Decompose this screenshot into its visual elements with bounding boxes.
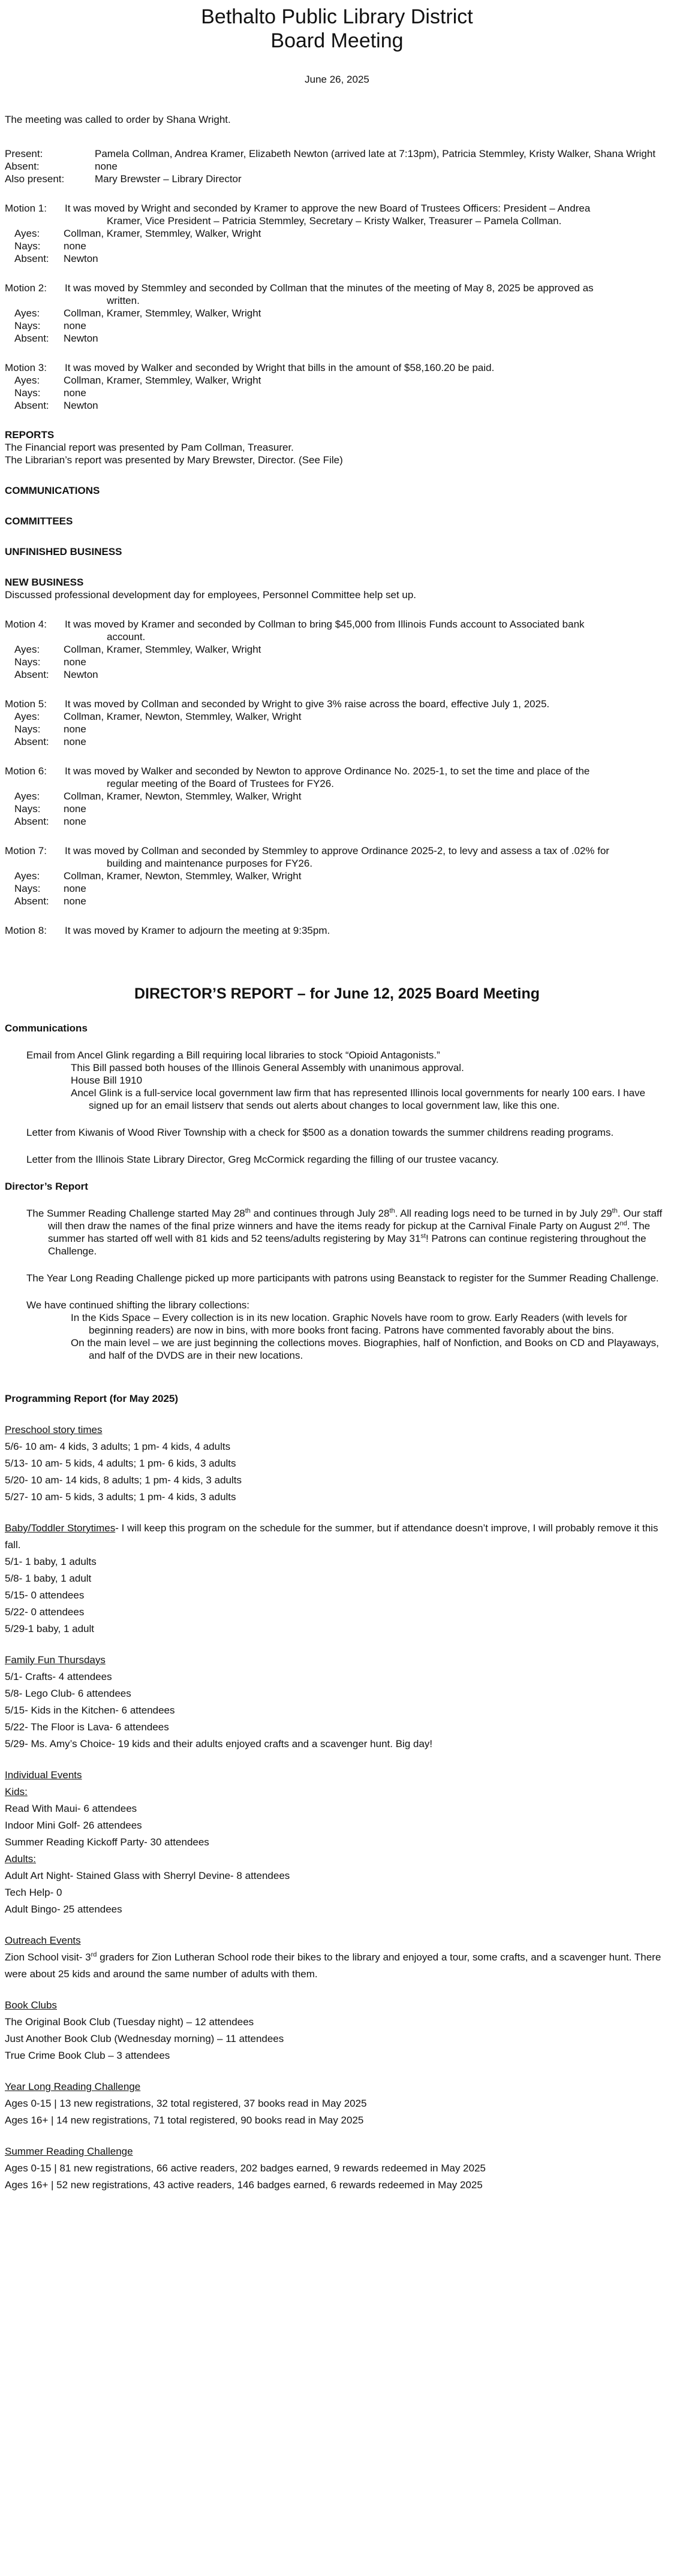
vote-label: Absent: bbox=[14, 400, 49, 411]
also-present-row bbox=[5, 173, 669, 185]
vote-label: Ayes: bbox=[14, 711, 40, 722]
vote-label: Absent: bbox=[14, 333, 49, 344]
year-long-list bbox=[5, 2095, 669, 2129]
motion-head bbox=[5, 765, 669, 790]
vote-absent bbox=[5, 399, 669, 412]
vote-value: none bbox=[64, 803, 86, 815]
document-title: Bethalto Public Library District bbox=[201, 5, 473, 28]
src-sup-e: st bbox=[420, 1232, 426, 1240]
vote-value: Collman, Kramer, Stemmley, Walker, Wright bbox=[64, 644, 261, 655]
src-sup-d: nd bbox=[619, 1220, 627, 1227]
absent-label: Absent: bbox=[5, 161, 40, 172]
vote-absent bbox=[5, 815, 669, 828]
unfinished-business-heading: UNFINISHED BUSINESS bbox=[5, 546, 122, 557]
present-value: Pamela Collman, Andrea Kramer, Elizabeth Newton (arrived late at 7:13pm), Patricia Stemmley, Kristy Walker, Shana Wright bbox=[95, 148, 656, 159]
motion-text: It was moved by Stemmley and seconded by Collman that the minutes of the meeting of May 8, 2025 be approved as bbox=[65, 282, 594, 294]
motion-text-continued: building and maintenance purposes for FY26. bbox=[107, 858, 313, 869]
vote-value: none bbox=[64, 240, 86, 252]
communications-heading: COMMUNICATIONS bbox=[5, 485, 100, 496]
outreach-text-b: graders for Zion Lutheran School rode their bikes to the library and enjoyed a tour, some crafts, and a scavenger hunt. There were about 25 kids and around the same number of adults with them. bbox=[5, 1951, 661, 1980]
vote-label: Nays: bbox=[14, 320, 41, 331]
adult-event-item: Adult Art Night- Stained Glass with Sherryl Devine- 8 attendees bbox=[5, 1870, 290, 1881]
vote-value: Collman, Kramer, Stemmley, Walker, Wright bbox=[64, 307, 261, 319]
vote-ayes bbox=[5, 227, 669, 240]
family-fun-item: 5/29- Ms. Amy’s Choice- 19 kids and their adults enjoyed crafts and a scavenger hunt. Big day! bbox=[5, 1738, 433, 1749]
adult-events-list bbox=[5, 1868, 669, 1918]
motion-8 bbox=[5, 924, 669, 937]
summer-reading-item: Ages 16+ | 52 new registrations, 43 active readers, 146 badges earned, 6 rewards redeemed in May 2025 bbox=[5, 2179, 483, 2191]
motion-text-wrap bbox=[65, 765, 669, 790]
src-text-e: . The summer has started off well with 81 kids and 52 teens/adults registering by May 31 bbox=[48, 1220, 651, 1244]
vote-label: Ayes: bbox=[14, 870, 40, 882]
motion bbox=[5, 844, 669, 907]
motion-8-number: Motion 8: bbox=[5, 925, 47, 936]
meeting-date: June 26, 2025 bbox=[305, 74, 369, 85]
preschool-heading: Preschool story times bbox=[5, 1424, 103, 1435]
motion-text: It was moved by Walker and seconded by Wright that bills in the amount of $58,160.20 be paid. bbox=[65, 362, 495, 373]
family-fun-list bbox=[5, 1669, 669, 1752]
vote-nays bbox=[5, 319, 669, 332]
vote-ayes bbox=[5, 790, 669, 803]
individual-events-heading: Individual Events bbox=[5, 1769, 82, 1781]
vote-label: Absent: bbox=[14, 736, 49, 747]
family-fun-item: 5/15- Kids in the Kitchen- 6 attendees bbox=[5, 1705, 175, 1716]
motion-text-wrap bbox=[65, 698, 669, 710]
vote-label: Ayes: bbox=[14, 644, 40, 655]
year-long-item: Ages 16+ | 14 new registrations, 71 total registered, 90 books read in May 2025 bbox=[5, 2115, 364, 2126]
vote-absent bbox=[5, 332, 669, 345]
kids-heading: Kids: bbox=[5, 1786, 28, 1797]
vote-value: none bbox=[64, 883, 86, 894]
vote-label: Nays: bbox=[14, 656, 41, 668]
vote-nays bbox=[5, 803, 669, 815]
main-level-paragraph: On the main level – we are just beginning the collections moves. Biographies, half of Nonfiction, and Books on CD and Playaways, and half of the DVDS are in their new locations. bbox=[71, 1337, 659, 1361]
preschool-item: 5/13- 10 am- 5 kids, 4 adults; 1 pm- 6 kids, 3 adults bbox=[5, 1458, 236, 1469]
baby-toddler-item: 5/29-1 baby, 1 adult bbox=[5, 1623, 95, 1634]
year-long-heading: Year Long Reading Challenge bbox=[5, 2081, 141, 2092]
motions-group-2 bbox=[5, 618, 669, 907]
kiwanis-letter: Letter from Kiwanis of Wood River Township with a check for $500 as a donation towards the summer childrens reading programs. bbox=[26, 1127, 614, 1138]
motion-head bbox=[5, 844, 669, 870]
summer-reading-heading: Summer Reading Challenge bbox=[5, 2146, 133, 2157]
vote-label: Ayes: bbox=[14, 307, 40, 319]
outreach-sup: rd bbox=[91, 1951, 97, 1959]
src-sup-b: th bbox=[389, 1207, 395, 1215]
adults-heading: Adults: bbox=[5, 1853, 36, 1865]
adult-event-item: Tech Help- 0 bbox=[5, 1887, 62, 1898]
vote-value: Newton bbox=[64, 400, 98, 411]
director-communications-heading: Communications bbox=[5, 1022, 88, 1034]
motion-text: It was moved by Collman and seconded by Wright to give 3% raise across the board, effective July 1, 2025. bbox=[65, 698, 550, 710]
vote-value: none bbox=[64, 816, 86, 827]
motion-number: Motion 1: bbox=[5, 203, 47, 214]
src-sup-a: th bbox=[245, 1207, 251, 1215]
motion-head bbox=[5, 282, 669, 307]
vote-ayes bbox=[5, 374, 669, 387]
motion-number: Motion 2: bbox=[5, 282, 47, 294]
motion-text-continued: Kramer, Vice President – Patricia Stemmley, Secretary – Kristy Walker, Treasurer – Pamela Collman. bbox=[107, 215, 562, 227]
book-club-item: The Original Book Club (Tuesday night) – 12 attendees bbox=[5, 2016, 254, 2028]
call-to-order: The meeting was called to order by Shana Wright. bbox=[5, 114, 231, 125]
vote-value: Collman, Kramer, Newton, Stemmley, Walker, Wright bbox=[64, 711, 302, 722]
directors-report-heading: Director’s Report bbox=[5, 1181, 88, 1192]
vote-value: none bbox=[64, 320, 86, 331]
motion-number: Motion 6: bbox=[5, 765, 47, 777]
vote-label: Ayes: bbox=[14, 375, 40, 386]
kids-event-item: Indoor Mini Golf- 26 attendees bbox=[5, 1820, 142, 1831]
vote-value: Collman, Kramer, Stemmley, Walker, Wright bbox=[64, 228, 261, 239]
motion-text-wrap bbox=[65, 202, 669, 227]
kids-event-item: Summer Reading Kickoff Party- 30 attendees bbox=[5, 1836, 209, 1848]
vote-nays bbox=[5, 882, 669, 895]
motion-number: Motion 7: bbox=[5, 845, 47, 856]
baby-toddler-text: - I will keep this program on the schedule for the summer, but if attendance doesn’t improve, I will probably remove it this fall. bbox=[5, 1522, 658, 1551]
present-row bbox=[5, 147, 669, 160]
motion-head bbox=[5, 202, 669, 227]
motion-text-wrap bbox=[65, 844, 669, 870]
vote-label: Nays: bbox=[14, 883, 41, 894]
vote-nays bbox=[5, 387, 669, 399]
baby-toddler-list bbox=[5, 1554, 669, 1637]
new-business-section bbox=[5, 576, 669, 601]
motion bbox=[5, 361, 669, 412]
motion bbox=[5, 282, 669, 345]
motion-number: Motion 3: bbox=[5, 362, 47, 373]
vote-ayes bbox=[5, 643, 669, 656]
ancel-glink-description: Ancel Glink is a full-service local government law firm that has represented Illinois local governments for nearly 100 ears. I have signed up for an email listserv that sends out alerts about changes to local government law, like this one. bbox=[71, 1087, 646, 1111]
vote-absent bbox=[5, 895, 669, 907]
baby-toddler-heading: Baby/Toddler Storytimes bbox=[5, 1522, 116, 1534]
motion-number: Motion 5: bbox=[5, 698, 47, 710]
also-present-value: Mary Brewster – Library Director bbox=[95, 173, 242, 185]
motion-text: It was moved by Collman and seconded by Stemmley to approve Ordinance 2025-2, to levy and assess a tax of .02% for bbox=[65, 845, 610, 856]
vote-label: Nays: bbox=[14, 803, 41, 815]
motion-text-wrap bbox=[65, 618, 669, 643]
src-text-a: The Summer Reading Challenge started May 28 bbox=[26, 1208, 245, 1219]
bill-passed: This Bill passed both houses of the Illinois General Assembly with unanimous approval. bbox=[71, 1062, 464, 1073]
state-library-letter: Letter from the Illinois State Library Director, Greg McCormick regarding the filling of our trustee vacancy. bbox=[26, 1154, 499, 1165]
motion bbox=[5, 698, 669, 748]
vote-label: Nays: bbox=[14, 240, 41, 252]
family-fun-heading: Family Fun Thursdays bbox=[5, 1654, 106, 1666]
year-long-paragraph: The Year Long Reading Challenge picked up more participants with patrons using Beanstack to register for the Summer Reading Challenge. bbox=[26, 1272, 659, 1284]
vote-value: none bbox=[64, 736, 86, 747]
src-sup-c: th bbox=[612, 1207, 618, 1215]
new-business-text: Discussed professional development day for employees, Personnel Committee help set up. bbox=[5, 589, 417, 601]
vote-ayes bbox=[5, 710, 669, 723]
vote-nays bbox=[5, 240, 669, 252]
preschool-item: 5/20- 10 am- 14 kids, 8 adults; 1 pm- 4 kids, 3 adults bbox=[5, 1474, 242, 1486]
programming-heading: Programming Report (for May 2025) bbox=[5, 1393, 179, 1404]
motion-text-continued: account. bbox=[107, 631, 146, 643]
motion-text: It was moved by Walker and seconded by Newton to approve Ordinance No. 2025-1, to set the time and place of the bbox=[65, 765, 590, 777]
kids-events-list bbox=[5, 1800, 669, 1851]
summer-reading-item: Ages 0-15 | 81 new registrations, 66 active readers, 202 badges earned, 9 rewards redeemed in May 2025 bbox=[5, 2162, 486, 2174]
vote-label: Absent: bbox=[14, 669, 49, 680]
book-clubs-list bbox=[5, 2014, 669, 2064]
committees-heading: COMMITTEES bbox=[5, 515, 73, 527]
src-text-b: and continues through July 28 bbox=[250, 1208, 390, 1219]
vote-label: Ayes: bbox=[14, 791, 40, 802]
vote-absent bbox=[5, 735, 669, 748]
motions-group-1 bbox=[5, 202, 669, 412]
motion-head bbox=[5, 698, 669, 710]
outreach-text bbox=[5, 1949, 669, 1983]
outreach-heading: Outreach Events bbox=[5, 1935, 81, 1946]
vote-value: Collman, Kramer, Stemmley, Walker, Wright bbox=[64, 375, 261, 386]
programming-report bbox=[5, 1390, 669, 2194]
vote-label: Nays: bbox=[14, 723, 41, 735]
vote-nays bbox=[5, 723, 669, 735]
kids-event-item: Read With Maui- 6 attendees bbox=[5, 1803, 137, 1814]
director-report-title: DIRECTOR’S REPORT – for June 12, 2025 Board Meeting bbox=[134, 985, 540, 1002]
vote-value: Collman, Kramer, Newton, Stemmley, Walker, Wright bbox=[64, 870, 302, 882]
motion-text-continued: written. bbox=[107, 295, 140, 306]
baby-toddler-item: 5/8- 1 baby, 1 adult bbox=[5, 1573, 92, 1584]
vote-value: none bbox=[64, 656, 86, 668]
vote-value: Collman, Kramer, Newton, Stemmley, Walker, Wright bbox=[64, 791, 302, 802]
vote-value: Newton bbox=[64, 669, 98, 680]
family-fun-item: 5/1- Crafts- 4 attendees bbox=[5, 1671, 112, 1682]
vote-label: Ayes: bbox=[14, 228, 40, 239]
email-ancel-glink: Email from Ancel Glink regarding a Bill requiring local libraries to stock “Opioid Antagonists.” bbox=[26, 1049, 440, 1061]
document-subtitle: Board Meeting bbox=[270, 29, 404, 52]
preschool-item: 5/6- 10 am- 4 kids, 3 adults; 1 pm- 4 kids, 4 adults bbox=[5, 1441, 231, 1452]
vote-ayes bbox=[5, 870, 669, 882]
vote-absent bbox=[5, 252, 669, 265]
financial-report: The Financial report was presented by Pam Collman, Treasurer. bbox=[5, 442, 294, 453]
reports-heading: REPORTS bbox=[5, 429, 55, 441]
motion-text-wrap bbox=[65, 282, 669, 307]
outreach-text-a: Zion School visit- 3 bbox=[5, 1951, 91, 1963]
librarian-report: The Librarian’s report was presented by Mary Brewster, Director. (See File) bbox=[5, 454, 343, 466]
preschool-list bbox=[5, 1438, 669, 1506]
vote-value: none bbox=[64, 895, 86, 907]
motion-number: Motion 4: bbox=[5, 619, 47, 630]
motion-text-wrap bbox=[65, 361, 669, 374]
vote-value: Newton bbox=[64, 333, 98, 344]
vote-nays bbox=[5, 656, 669, 668]
document-page bbox=[5, 5, 669, 2194]
family-fun-item: 5/22- The Floor is Lava- 6 attendees bbox=[5, 1721, 169, 1733]
book-clubs-heading: Book Clubs bbox=[5, 1999, 57, 2011]
src-text-d: . Our staff will then draw the names of the final prize winners and have the items ready for pickup at the Carnival Finale Party on August 2 bbox=[48, 1208, 663, 1232]
summer-reading-list bbox=[5, 2160, 669, 2194]
vote-label: Absent: bbox=[14, 253, 49, 264]
attendance bbox=[5, 147, 669, 185]
src-text-c: . All reading logs need to be turned in by July 29 bbox=[395, 1208, 612, 1219]
vote-value: none bbox=[64, 723, 86, 735]
motion-head bbox=[5, 361, 669, 374]
present-label: Present: bbox=[5, 148, 43, 159]
baby-toddler-paragraph bbox=[5, 1520, 669, 1554]
adult-event-item: Adult Bingo- 25 attendees bbox=[5, 1904, 122, 1915]
summer-reading-paragraph bbox=[5, 1207, 669, 1257]
baby-toddler-item: 5/15- 0 attendees bbox=[5, 1589, 85, 1601]
motion bbox=[5, 202, 669, 265]
motion bbox=[5, 618, 669, 681]
vote-label: Absent: bbox=[14, 895, 49, 907]
motion-text: It was moved by Wright and seconded by Kramer to approve the new Board of Trustees Officers: President – Andrea bbox=[65, 203, 591, 214]
year-long-item: Ages 0-15 | 13 new registrations, 32 total registered, 37 books read in May 2025 bbox=[5, 2098, 367, 2109]
src-text-f: ! Patrons can continue registering throughout the Challenge. bbox=[48, 1233, 646, 1257]
reports-section bbox=[5, 429, 669, 466]
motion-text-continued: regular meeting of the Board of Trustees for FY26. bbox=[107, 778, 334, 789]
book-club-item: True Crime Book Club – 3 attendees bbox=[5, 2050, 170, 2061]
family-fun-item: 5/8- Lego Club- 6 attendees bbox=[5, 1688, 131, 1699]
baby-toddler-item: 5/1- 1 baby, 1 adults bbox=[5, 1556, 97, 1567]
book-club-item: Just Another Book Club (Wednesday morning) – 11 attendees bbox=[5, 2033, 284, 2044]
motion-8-text: It was moved by Kramer to adjourn the meeting at 9:35pm. bbox=[65, 925, 330, 936]
vote-label: Absent: bbox=[14, 816, 49, 827]
vote-absent bbox=[5, 668, 669, 681]
vote-label: Nays: bbox=[14, 387, 41, 399]
shifting-collections: We have continued shifting the library collections: bbox=[26, 1299, 249, 1311]
vote-ayes bbox=[5, 307, 669, 319]
new-business-heading: NEW BUSINESS bbox=[5, 577, 84, 588]
vote-value: none bbox=[64, 387, 86, 399]
motion-head bbox=[5, 618, 669, 643]
kids-space-paragraph: In the Kids Space – Every collection is in its new location. Graphic Novels have room to grow. Early Readers (with levels for beginning readers) are now in bins, with more books front facing. Patrons have commented favorably about the bins. bbox=[71, 1312, 627, 1336]
baby-toddler-item: 5/22- 0 attendees bbox=[5, 1606, 85, 1618]
absent-value: none bbox=[95, 161, 118, 172]
motion-8-head bbox=[5, 924, 669, 937]
house-bill: House Bill 1910 bbox=[71, 1075, 143, 1086]
preschool-item: 5/27- 10 am- 5 kids, 3 adults; 1 pm- 4 kids, 3 adults bbox=[5, 1491, 236, 1503]
vote-value: Newton bbox=[64, 253, 98, 264]
motion-text: It was moved by Kramer and seconded by Collman to bring $45,000 from Illinois Funds account to Associated bank bbox=[65, 619, 585, 630]
also-present-label: Also present: bbox=[5, 173, 65, 185]
motion bbox=[5, 765, 669, 828]
absent-row bbox=[5, 160, 669, 173]
